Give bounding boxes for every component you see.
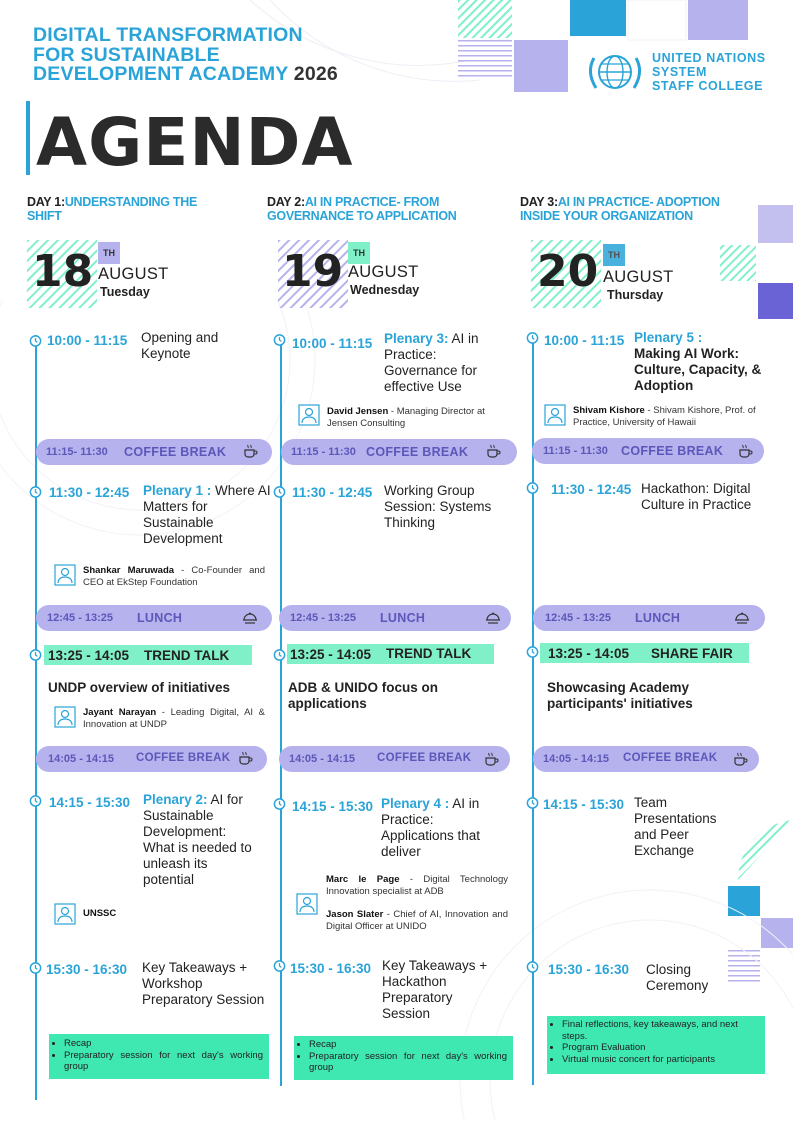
day3-heading: DAY 3:AI IN PRACTICE- ADOPTION INSIDE YOUR ORGANIZATION: [520, 195, 720, 223]
day3-month: AUGUST: [603, 268, 674, 286]
day3-session5-time: 15:30 - 16:30: [548, 962, 630, 977]
day1-break1-label: COFFEE BREAK: [124, 445, 227, 459]
coffee-icon: [738, 443, 754, 459]
day2-weekday: Wednesday: [350, 283, 420, 297]
day2-session1-speaker: David Jensen - Managing Director at Jensen Consulting: [327, 406, 485, 429]
day1-lunch-label: LUNCH: [137, 611, 183, 625]
day1-date-suffix: TH: [98, 242, 120, 264]
coffee-icon: [238, 750, 254, 766]
day2-session5-title: Key Takeaways + Hackathon Preparatory Session: [382, 958, 488, 1021]
day1-session1-time: 10:00 - 11:15: [47, 333, 128, 348]
academy-title: DIGITAL TRANSFORMATION FOR SUSTAINABLE DEVELOPMENT ACADEMY 2026: [33, 24, 338, 85]
day3-session4-time: 14:15 - 15:30: [543, 797, 625, 812]
day1-session5-time: 15:30 - 16:30: [46, 962, 128, 977]
day3-session2-time: 11:30 - 12:45: [551, 482, 632, 497]
clock-icon: [273, 648, 286, 661]
day2-break2-time: 14:05 - 14:15: [289, 753, 356, 765]
day2-session4-speaker2: Jason Slater - Chief of AI, Innovation and Digital Officer at UNIDO: [326, 909, 509, 932]
day3-session3-time: 13:25 - 14:05: [548, 646, 630, 661]
day1-break2-label: COFFEE BREAK: [136, 752, 231, 764]
clock-icon: [526, 481, 539, 494]
day2-month: AUGUST: [348, 263, 419, 281]
day1-lunch-time: 12:45 - 13:25: [47, 612, 114, 624]
day3-break2-label: COFFEE BREAK: [623, 752, 718, 764]
day1-session5-title: Key Takeaways + Workshop Preparatory Session: [142, 960, 265, 1007]
coffee-icon: [733, 751, 749, 767]
day1-weekday: Tuesday: [100, 285, 150, 299]
day1-heading: DAY 1:UNDERSTANDING THE SHIFT: [27, 195, 197, 223]
day1-session2-time: 11:30 - 12:45: [49, 485, 130, 500]
speaker-icon: [54, 706, 76, 728]
day1-session4-speaker: UNSSC: [83, 908, 117, 919]
day2-heading: DAY 2:AI IN PRACTICE- FROM GOVERNANCE TO APPLICATION: [267, 195, 457, 223]
day3-session1-time: 10:00 - 11:15: [544, 333, 625, 348]
agenda-accent-bar: [26, 101, 30, 175]
day2-lunch-label: LUNCH: [380, 611, 426, 625]
day3-notes: • Final reflections, key takeaways, and next steps. • Program Evaluation • Virtual music concert for participants: [547, 1016, 765, 1074]
day3-break1-time: 11:15 - 11:30: [543, 445, 608, 457]
speaker-icon: [54, 903, 76, 925]
day1-session2-speaker: Shankar Maruwada - Co-Founder and CEO at EkStep Foundation: [83, 565, 265, 588]
clock-icon: [273, 485, 286, 498]
day3-session1-title: Plenary 5 : Making AI Work: Culture, Capacity, & Adoption: [634, 330, 762, 393]
day1-session4-title: Plenary 2: AI for Sustainable Development: What is needed to unleash its potential: [143, 792, 252, 887]
speaker-icon: [298, 404, 320, 426]
day3-break2-time: 14:05 - 14:15: [543, 753, 610, 765]
day1-session3-tag: TREND TALK: [144, 648, 230, 663]
day1-session2-title: Plenary 1 : Where AI Matters for Sustainable Development: [143, 483, 271, 546]
clock-icon: [526, 960, 539, 973]
day2-session4-title: Plenary 4 : AI in Practice: Applications that deliver: [381, 796, 481, 859]
clock-icon: [526, 331, 539, 344]
agenda-heading: AGENDA: [36, 104, 354, 181]
day2-session2-title: Working Group Session: Systems Thinking: [384, 483, 492, 530]
day1-session3-speaker: Jayant Narayan - Leading Digital, AI & Innovation at UNDP: [83, 707, 266, 730]
day2-session3-title: ADB & UNIDO focus on applications: [288, 680, 438, 711]
org-name: UNITED NATIONS SYSTEM STAFF COLLEGE: [652, 51, 766, 93]
lunch-icon: [484, 608, 502, 626]
day3-lunch-label: LUNCH: [635, 611, 681, 625]
speaker-icon: [544, 404, 566, 426]
day2-break2-label: COFFEE BREAK: [377, 752, 472, 764]
day2-break1-label: COFFEE BREAK: [366, 445, 469, 459]
clock-icon: [29, 648, 42, 661]
day2-notes: • Recap • Preparatory session for next day's working group: [294, 1036, 513, 1080]
day1-date: 18: [32, 246, 94, 297]
clock-icon: [273, 797, 286, 810]
day3-lunch-time: 12:45 - 13:25: [545, 612, 612, 624]
day1-month: AUGUST: [98, 265, 169, 283]
day3-session3-tag: SHARE FAIR: [651, 646, 733, 661]
speaker-icon: [54, 564, 76, 586]
day1-session4-time: 14:15 - 15:30: [49, 795, 131, 810]
clock-icon: [273, 333, 286, 346]
clock-icon: [29, 794, 42, 807]
day2-session1-time: 10:00 - 11:15: [292, 336, 373, 351]
coffee-icon: [484, 751, 500, 767]
day2-date-suffix: TH: [348, 242, 370, 264]
day3-date-suffix: TH: [603, 244, 625, 266]
day3-session4-title: Team Presentations and Peer Exchange: [634, 795, 717, 858]
day1-notes: • Recap • Preparatory session for next day's working group: [49, 1034, 269, 1079]
day2-session4-speaker1: Marc le Page - Digital Technology Innovation specialist at ADB: [326, 874, 508, 897]
day3-session1-speaker: Shivam Kishore - Shivam Kishore, Prof. of Practice, University of Hawaii: [573, 405, 756, 428]
clock-icon: [526, 796, 539, 809]
coffee-icon: [486, 443, 502, 459]
coffee-icon: [243, 443, 259, 459]
day2-session3-tag: TREND TALK: [386, 646, 472, 661]
day2-break1-time: 11:15 - 11:30: [291, 446, 356, 458]
day3-date: 20: [537, 246, 599, 297]
day3-session3-title: Showcasing Academy participants' initiatives: [547, 680, 693, 711]
day3-weekday: Thursday: [607, 288, 664, 302]
day2-session2-time: 11:30 - 12:45: [292, 485, 373, 500]
clock-icon: [273, 959, 286, 972]
day2-date: 19: [282, 246, 344, 297]
day1-session3-time: 13:25 - 14:05: [48, 648, 130, 663]
clock-icon: [526, 645, 539, 658]
un-globe-icon: [584, 48, 646, 96]
day2-session1-title: Plenary 3: AI in Practice: Governance for effective Use: [384, 331, 479, 394]
lunch-icon: [733, 608, 751, 626]
day1-break2-time: 14:05 - 14:15: [48, 753, 115, 765]
day3-session2-title: Hackathon: Digital Culture in Practice: [641, 481, 752, 512]
day2-lunch-time: 12:45 - 13:25: [290, 612, 357, 624]
day3-break1-label: COFFEE BREAK: [621, 444, 724, 458]
day1-break1-time: 11:15- 11:30: [46, 446, 108, 458]
day3-session5-title: Closing Ceremony: [646, 962, 709, 993]
lunch-icon: [241, 608, 259, 626]
clock-icon: [29, 334, 42, 347]
day2-session5-time: 15:30 - 16:30: [290, 961, 372, 976]
day2-session3-time: 13:25 - 14:05: [290, 647, 372, 662]
clock-icon: [29, 485, 42, 498]
day1-session3-title: UNDP overview of initiatives: [48, 680, 231, 695]
speaker-icon: [296, 893, 318, 915]
day1-session1-title: Opening and Keynote: [141, 330, 219, 361]
clock-icon: [29, 961, 42, 974]
day2-session4-time: 14:15 - 15:30: [292, 799, 374, 814]
